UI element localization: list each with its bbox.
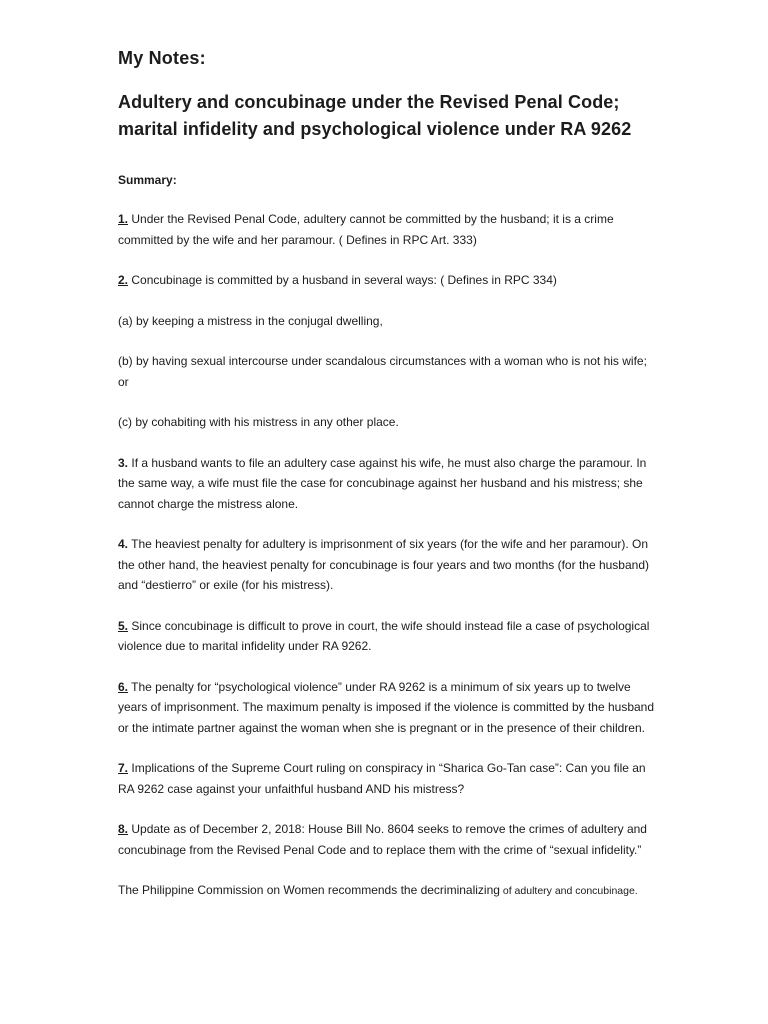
summary-item-1 (118, 209, 658, 250)
item-number: 4. (118, 537, 129, 551)
item-number: 2. (118, 273, 129, 287)
document-page (118, 48, 658, 902)
sub-item-a (118, 311, 658, 332)
summary-item-4 (118, 534, 658, 596)
summary-item-6 (118, 677, 658, 739)
item-number: 1. (118, 212, 129, 226)
document-title (118, 89, 658, 143)
item-text: If a husband wants to file an adultery case against his wife, he must also charge the paramour. In the same way, a wife must file the case for concubinage against her husband and his mistress; she cannot charge the mistress alone. (118, 455, 647, 511)
summary-item-5 (118, 616, 658, 657)
item-number: 8. (118, 822, 129, 836)
item-text: The heaviest penalty for adultery is imprisonment of six years (for the wife and her paramour). On the other hand, the heaviest penalty for concubinage is four years and two months (for the husband) and “destierro” or exile (for his mistress). (118, 537, 649, 592)
item-text: Implications of the Supreme Court ruling on conspiracy in “Sharica Go-Tan case”: Can you file an RA 9262 case against your unfaithful husband AND his mistress? (118, 761, 646, 796)
item-text: Concubinage is committed by a husband in several ways: ( Defines in RPC 334) (131, 273, 557, 287)
summary-item-7 (118, 758, 658, 799)
summary-item-8 (118, 819, 658, 860)
item-number: 3. (118, 455, 129, 470)
notes-heading: My Notes: (118, 48, 206, 68)
item-text: (a) by keeping a mistress in the conjugal dwelling, (118, 313, 383, 328)
summary-label: Summary: (118, 173, 177, 187)
item-text: Since concubinage is difficult to prove in court, the wife should instead file a case of psychological violence due to marital infidelity under RA 9262. (118, 618, 650, 653)
sub-item-b (118, 351, 658, 392)
closing-main: The Philippine Commission on Women recommends the decriminalizing (118, 883, 500, 897)
item-number: 6. (118, 679, 129, 694)
closing-paragraph (118, 880, 658, 902)
item-text: Update as of December 2, 2018: House Bill No. 8604 seeks to remove the crimes of adultery and concubinage from the Revised Penal Code and to replace them with the crime of “sexual infidelity.” (118, 822, 647, 857)
item-text: Under the Revised Penal Code, adultery cannot be committed by the husband; it is a crime committed by the wife and her paramour. ( Defines in RPC Art. 333) (118, 212, 614, 247)
item-text: The penalty for “psychological violence” under RA 9262 is a minimum of six years up to twelve years of imprisonment. The maximum penalty is imposed if the violence is committed by the husband or the intimate partner against the woman when she is pregnant or in the presence of their children. (118, 679, 655, 735)
item-text: (c) by cohabiting with his mistress in any other place. (118, 415, 399, 429)
item-text: (b) by having sexual intercourse under scandalous circumstances with a woman who is not his wife; or (118, 354, 647, 389)
item-number: 7. (118, 761, 129, 775)
sub-item-c (118, 412, 658, 433)
closing-tail: of adultery and concubinage. (499, 885, 638, 897)
summary-item-2 (118, 270, 658, 291)
title-line-2: marital infidelity and psychological violence under RA 9262 (118, 119, 632, 139)
summary-item-3 (118, 453, 658, 515)
item-number: 5. (118, 618, 129, 633)
title-line-1: Adultery and concubinage under the Revised Penal Code; (118, 92, 620, 112)
